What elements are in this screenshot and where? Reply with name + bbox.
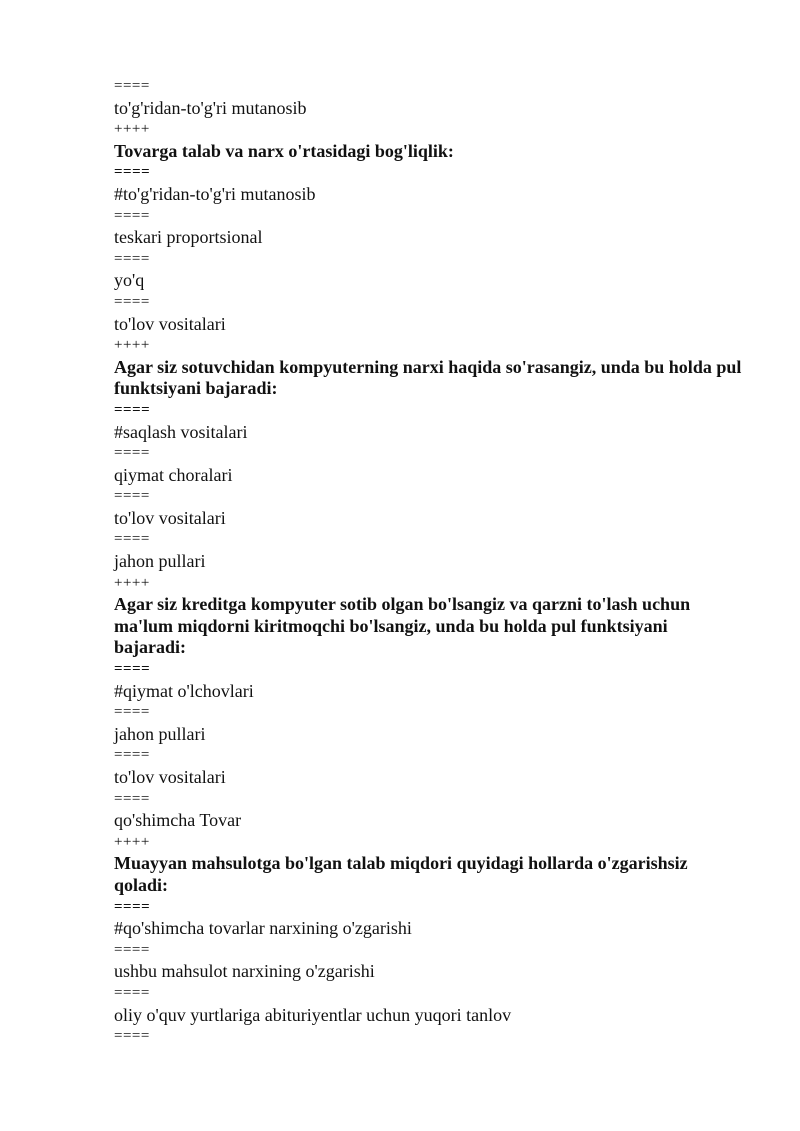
answer-option: to'lov vositalari	[114, 767, 226, 787]
answer-option: to'lov vositalari	[114, 313, 226, 334]
question-text: Agar siz kreditga kompyuter sotib olgan bo'lsangiz va qarzni to'lash uchun ma'lum miqdorni kiritmoqchi bo'lsangiz, unda bu holda pul funktsiyani bajaradi:	[114, 594, 691, 658]
answer-option: to'g'ridan-to'g'ri mutanosib	[114, 97, 307, 118]
answer-option: #qo'shimcha tovarlar narxining o'zgarishi	[114, 918, 412, 939]
separator: ====	[114, 488, 150, 505]
separator: ====	[114, 898, 151, 915]
question-delimiter: ++++	[114, 337, 150, 354]
question-text: Tovarga talab va narx o'rtasidagi bog'liqlik:	[114, 140, 454, 161]
document-page	[114, 76, 744, 1048]
answer-option: ushbu mahsulot narxining o'zgarishi	[114, 961, 375, 982]
answer-option: oliy o'quv yurtlariga abituriyentlar uchun yuqori tanlov	[114, 1004, 512, 1025]
answer-option: yo'q	[114, 270, 145, 291]
answer-option: jahon pullari	[114, 551, 206, 572]
question-delimiter: ++++	[114, 833, 150, 850]
separator: ====	[114, 704, 150, 721]
separator: ====	[114, 984, 150, 1001]
separator: ====	[114, 941, 150, 958]
separator: ====	[114, 207, 150, 224]
separator: ====	[114, 164, 151, 181]
question-text: Agar siz sotuvchidan kompyuterning narxi haqida so'rasangiz, unda bu holda pul funktsiyani bajaradi:	[114, 356, 742, 399]
answer-option: teskari proportsional	[114, 227, 263, 248]
separator: ====	[114, 445, 150, 462]
separator: ====	[114, 401, 151, 418]
separator: ====	[114, 747, 150, 764]
separator: ====	[114, 661, 151, 678]
separator: ====	[114, 790, 150, 807]
answer-option: #to'g'ridan-to'g'ri mutanosib	[114, 183, 316, 204]
answer-option: jahon pullari	[114, 723, 206, 744]
answer-option: to'lov vositalari	[114, 507, 226, 528]
question-delimiter: ++++	[114, 121, 150, 138]
answer-option: #qiymat o'lchovlari	[114, 680, 254, 701]
separator: ====	[114, 293, 150, 310]
answer-option: qo'shimcha Tovar	[114, 810, 242, 831]
separator: ====	[114, 78, 150, 94]
separator: ====	[114, 531, 150, 548]
answer-option: qiymat choralari	[114, 464, 233, 485]
answer-option: #saqlash vositalari	[114, 421, 248, 442]
question-delimiter: ++++	[114, 574, 150, 591]
question-text: Muayyan mahsulotga bo'lgan talab miqdori quyidagi hollarda o'zgarishsiz qoladi:	[114, 853, 688, 895]
separator: ====	[114, 1028, 150, 1045]
separator: ====	[114, 250, 150, 267]
